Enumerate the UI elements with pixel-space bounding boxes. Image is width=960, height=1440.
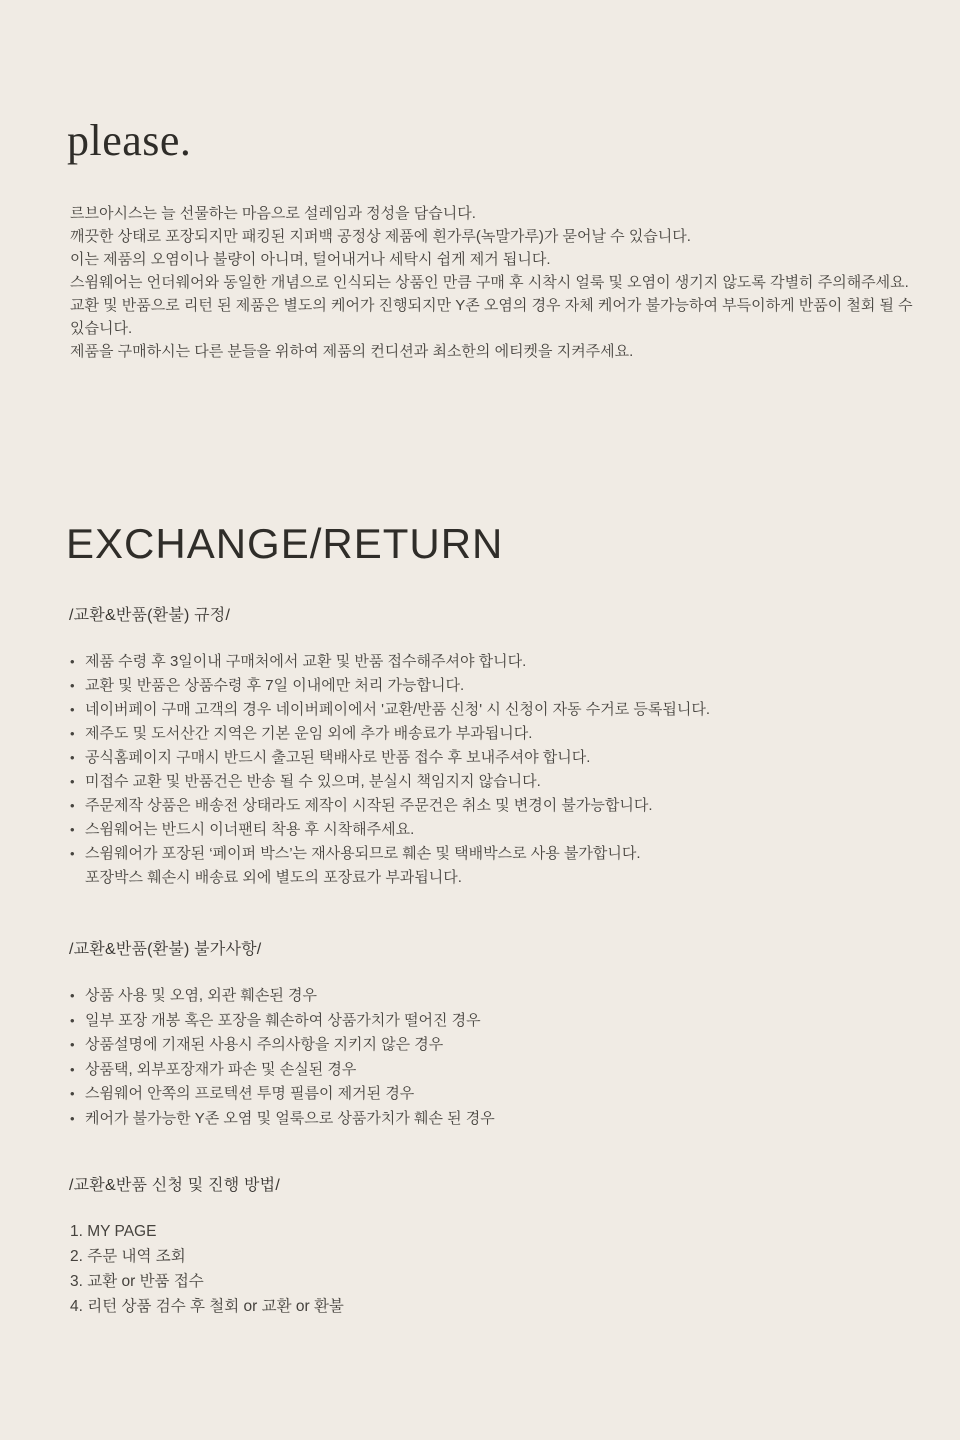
intro-line: 스윔웨어는 언더웨어와 동일한 개념으로 인식되는 상품인 만큼 구매 후 시착시 얼룩 및 오염이 생기지 않도록 각별히 주의해주세요. [70,274,909,291]
policy-item: • 제품 수령 후 3일이내 구매처에서 교환 및 반품 접수해주셔야 합니다. [70,650,940,674]
procedure-step: 3. 교환 or 반품 접수 [70,1273,204,1290]
intro-line: 깨끗한 상태로 포장되지만 패킹된 지퍼백 공정상 제품에 흰가루(녹말가루)가 묻어날 수 있습니다. [70,228,691,245]
intro-paragraph [70,202,930,363]
restriction-item: • 상품 사용 및 오염, 외관 훼손된 경우 [70,984,940,1009]
policy-item: • 주문제작 상품은 배송전 상태라도 제작이 시작된 주문건은 취소 및 변경이 불가능합니다. [70,794,940,818]
procedure-step: 2. 주문 내역 조회 [70,1248,186,1265]
intro-line: 이는 제품의 오염이나 불량이 아니며, 털어내거나 세탁시 쉽게 제거 됩니다. [70,251,551,268]
procedure-step: 1. MY PAGE [70,1223,157,1240]
policy-note: 포장박스 훼손시 배송료 외에 별도의 포장료가 부과됩니다. [85,869,462,886]
policy-item: • 공식홈페이지 구매시 반드시 출고된 택배사로 반품 접수 후 보내주셔야 합니다. [70,746,940,770]
policy-item: • 교환 및 반품은 상품수령 후 7일 이내에만 처리 가능합니다. [70,674,940,698]
restrictions-list [70,984,940,1131]
policy-item: • 제주도 및 도서산간 지역은 기본 운임 외에 추가 배송료가 부과됩니다. [70,722,940,746]
restriction-item: • 케어가 불가능한 Y존 오염 및 얼룩으로 상품가치가 훼손 된 경우 [70,1107,940,1132]
policy-item: • 스윔웨어가 포장된 ‘페이퍼 박스’는 재사용되므로 훼손 및 택배박스로 사용 불가합니다. [70,842,940,866]
policy-item: • 스윔웨어는 반드시 이너팬티 착용 후 시착해주세요. [70,818,940,842]
procedure-steps [70,1219,344,1319]
policy-list [70,650,940,890]
brand-heading: please. [67,116,192,165]
intro-line: 제품을 구매하시는 다른 분들을 위하여 제품의 컨디션과 최소한의 에티켓을 지켜주세요. [70,343,634,360]
exchange-return-heading: EXCHANGE/RETURN [66,520,504,567]
policy-section-label: /교환&반품(환불) 규정/ [69,607,231,624]
intro-line: 르브아시스는 늘 선물하는 마음으로 설레임과 정성을 담습니다. [70,205,476,222]
restriction-item: • 상품택, 외부포장재가 파손 및 손실된 경우 [70,1058,940,1083]
intro-line: 교환 및 반품으로 리턴 된 제품은 별도의 케어가 진행되지만 Y존 오염의 경우 자체 케어가 불가능하여 부득이하게 반품이 철회 될 수 있습니다. [70,297,913,337]
restriction-item: • 일부 포장 개봉 혹은 포장을 훼손하여 상품가치가 떨어진 경우 [70,1009,940,1034]
restriction-item: • 스윔웨어 안쪽의 프로텍션 투명 필름이 제거된 경우 [70,1082,940,1107]
procedure-section-label: /교환&반품 신청 및 진행 방법/ [69,1177,280,1194]
policy-item: • 미접수 교환 및 반품건은 반송 될 수 있으며, 분실시 책임지지 않습니다. [70,770,940,794]
procedure-step: 4. 리턴 상품 검수 후 철회 or 교환 or 환불 [70,1298,344,1315]
restriction-item: • 상품설명에 기재된 사용시 주의사항을 지키지 않은 경우 [70,1033,940,1058]
restrictions-section-label: /교환&반품(환불) 불가사항/ [69,941,262,958]
policy-item: • 네이버페이 구매 고객의 경우 네이버페이에서 '교환/반품 신청' 시 신청이 자동 수거로 등록됩니다. [70,698,940,722]
